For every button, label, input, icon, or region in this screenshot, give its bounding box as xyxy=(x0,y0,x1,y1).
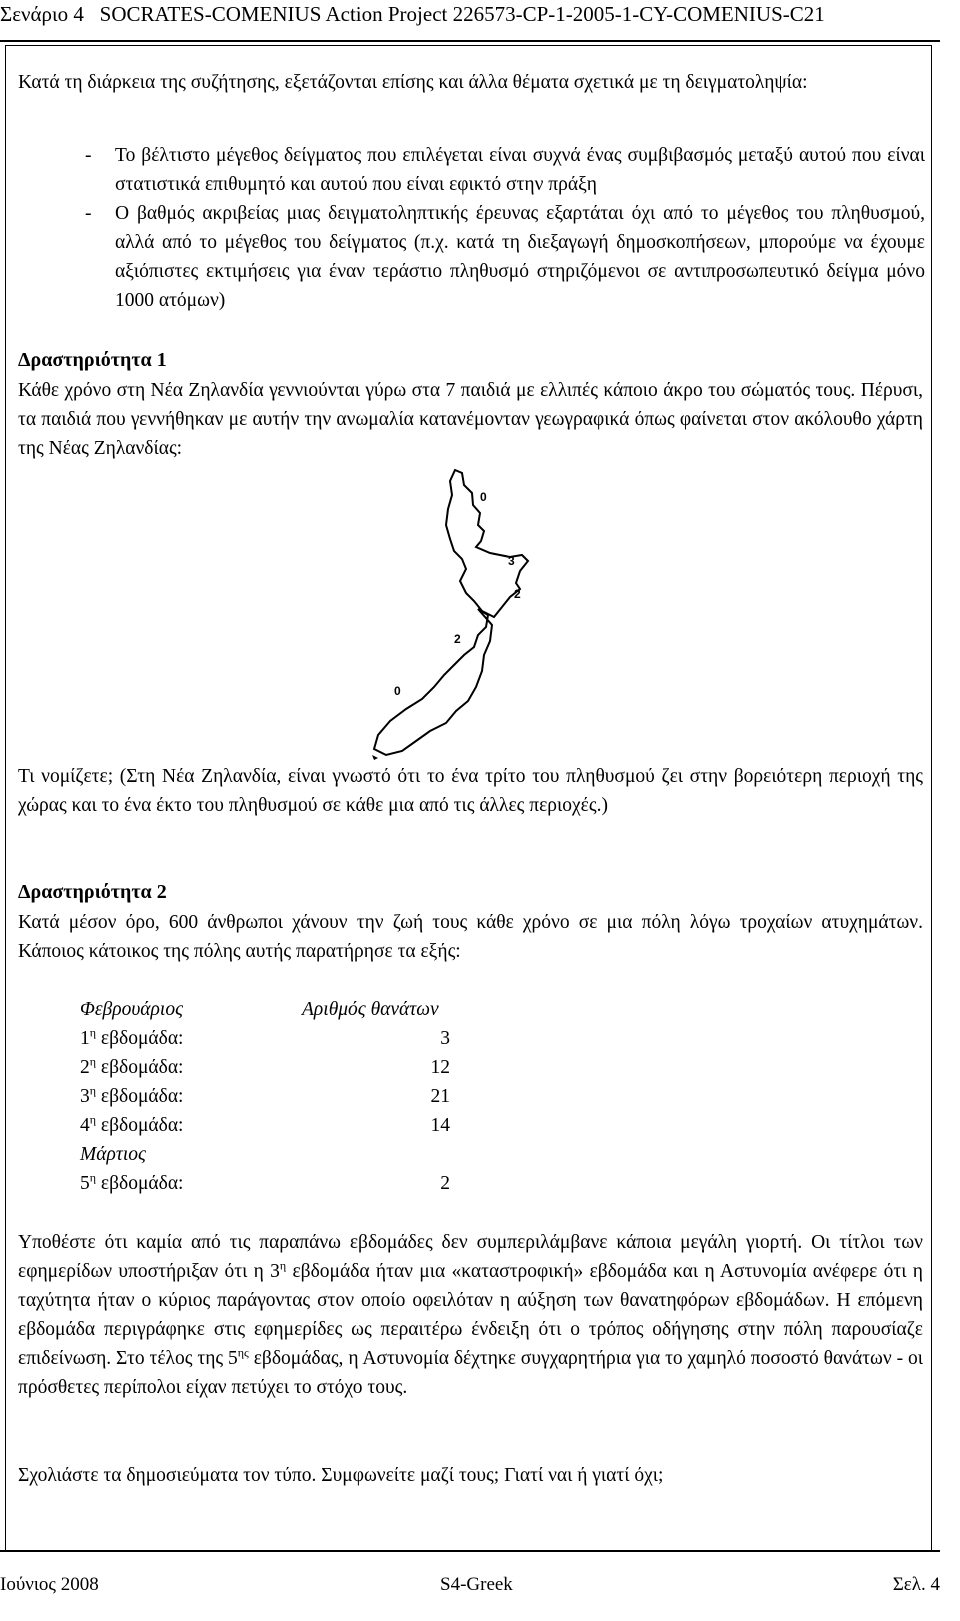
activity2-text: Κατά μέσον όρο, 600 άνθρωποι χάνουν την ζωή τους κάθε χρόνο σε μια πόλη λόγω τροχαίων ατυχημάτων. Κάποιος κάτοικος της πόλης αυτής παρατήρησε τα εξής: xyxy=(18,912,923,962)
week-label: εβδομάδα: xyxy=(100,1086,184,1107)
deaths-value: 3 xyxy=(440,1028,450,1049)
bullet-text: Το βέλτιστο μέγεθος δείγματος που επιλέγεται είναι συχνά ένας συμβιβασμός μεταξύ αυτού που είναι στατιστικά επιθυμητό και αυτού που είναι εφικτό στην πράξη xyxy=(115,145,925,195)
deaths-value: 12 xyxy=(430,1057,450,1078)
week-suffix: η xyxy=(89,1170,97,1185)
deaths-value: 21 xyxy=(430,1086,450,1107)
week-label: εβδομάδα: xyxy=(100,1057,184,1078)
region-count-4: 2 xyxy=(454,632,461,646)
activity2-closing: Σχολιάστε τα δημοσιεύματα τον τύπο. Συμφωνείτε μαζί τους; Γιατί ναι ή γιατί όχι; xyxy=(18,1465,664,1486)
week-label: εβδομάδα: xyxy=(100,1173,184,1194)
week-number: 1 xyxy=(80,1028,90,1049)
new-zealand-map xyxy=(350,465,585,760)
stewart-island-shape xyxy=(372,755,378,760)
footer-date: Ιούνιος 2008 xyxy=(0,1574,99,1595)
activity2-paragraph xyxy=(18,1228,923,1402)
activity1-text: Κάθε χρόνο στη Νέα Ζηλανδία γεννιούνται γύρω στα 7 παιδιά με ελλιπές κάποιο άκρο του σώματός τους. Πέρυσι, τα παιδιά που γεννήθηκαν με αυτήν την ανωμαλία κατανέμονταν γεωγραφικά όπως φαίνεται στον ακόλουθο χάρτη της Νέας Ζηλανδίας: xyxy=(18,380,923,459)
south-island-shape xyxy=(374,609,492,755)
deaths-value: 2 xyxy=(440,1173,450,1194)
activity2-title: Δραστηριότητα 2 xyxy=(18,881,167,903)
column-header: Αριθμός θανάτων xyxy=(302,999,439,1020)
week-number: 3 xyxy=(80,1086,90,1107)
region-count-3: 2 xyxy=(514,587,521,601)
week-label: εβδομάδα: xyxy=(100,1115,184,1136)
bullet-marker: - xyxy=(85,145,92,166)
week-number: 5 xyxy=(80,1173,90,1194)
week-suffix: η xyxy=(89,1083,97,1098)
list-item xyxy=(85,141,925,199)
activity1-question: Τι νομίζετε; (Στη Νέα Ζηλανδία, είναι γνωστό ότι το ένα τρίτο του πληθυσμού ζει στην βορειότερη περιοχή της χώρας και το ένα έκτο του πληθυσμού σε κάθε μια από τις άλλες περιοχές.) xyxy=(18,766,923,816)
ordinal-suffix: ης xyxy=(237,1345,249,1360)
month-label: Φεβρουάριος xyxy=(80,999,183,1020)
month-label: Μάρτιος xyxy=(80,1144,146,1165)
week-suffix: η xyxy=(89,1054,97,1069)
week-number: 2 xyxy=(80,1057,90,1078)
deaths-value: 14 xyxy=(430,1115,450,1136)
region-count-2: 3 xyxy=(508,554,515,568)
paragraph-text-3: εβδομάδας, η Αστυνομία δέχτηκε συγχαρητήρια για το χαμηλό ποσοστό θανάτων - οι πρόσθετες περίπολοι είχαν πετύχει το στόχο τους. xyxy=(18,1348,923,1398)
week-number: 4 xyxy=(80,1115,90,1136)
region-count-5: 0 xyxy=(394,684,401,698)
week-suffix: η xyxy=(89,1025,97,1040)
bullet-text: Ο βαθμός ακριβείας μιας δειγματοληπτικής έρευνας εξαρτάται όχι από το μέγεθος του πληθυσμού, αλλά από το μέγεθος του δείγματος (π.χ. κατά τη διεξαγωγή δημοσκοπήσεων, μπορούμε να έχουμε αξιόπιστες εκτιμήσεις για έναν τεράστιο πληθυσμό στηριζόμενοι σε αντιπροσωπευτικό δείγμα μόνο 1000 ατόμων) xyxy=(115,203,925,311)
week-label: εβδομάδα: xyxy=(100,1028,184,1049)
intro-paragraph: Κατά τη διάρκεια της συζήτησης, εξετάζονται επίσης και άλλα θέματα σχετικά με τη δειγματοληψία: xyxy=(18,72,808,93)
list-item xyxy=(85,199,925,315)
bullet-list xyxy=(85,141,925,315)
paragraph-text-1: Υποθέστε ότι καμία από τις παραπάνω εβδομάδες δεν συμπεριλάμβανε κάποια μεγάλη γιορτή. Οι τίτλοι των εφημερίδων υποστήριξαν ότι η 3 xyxy=(18,1232,923,1282)
page-header xyxy=(0,0,940,42)
footer-code: S4-Greek xyxy=(440,1574,513,1595)
footer-page: Σελ. 4 xyxy=(892,1574,940,1595)
ordinal-suffix: η xyxy=(279,1258,287,1273)
header-text: Σενάριο 4 SOCRATES-COMENIUS Action Project 226573-CP-1-2005-1-CY-COMENIUS-C21 xyxy=(0,2,825,26)
page-footer xyxy=(0,1550,940,1612)
paragraph-text-2: εβδομάδα ήταν μια «καταστροφική» εβδομάδα και η Αστυνομία ανέφερε ότι η ταχύτητα ήταν ο κύριος παράγοντας στον οποίο οφειλόταν η αύξηση των θανατηφόρων εβδομάδων. Η επόμενη εβδομάδα περιγράφηκε στις εφημερίδες ως περαιτέρω ένδειξη ότι ο τρόπος οδήγησης στην πόλη παρουσίαζε επιδείνωση. Στο τέλος της 5 xyxy=(18,1261,923,1369)
week-suffix: η xyxy=(89,1112,97,1127)
region-count-1: 0 xyxy=(480,490,487,504)
bullet-marker: - xyxy=(85,203,92,224)
activity1-title: Δραστηριότητα 1 xyxy=(18,349,167,371)
